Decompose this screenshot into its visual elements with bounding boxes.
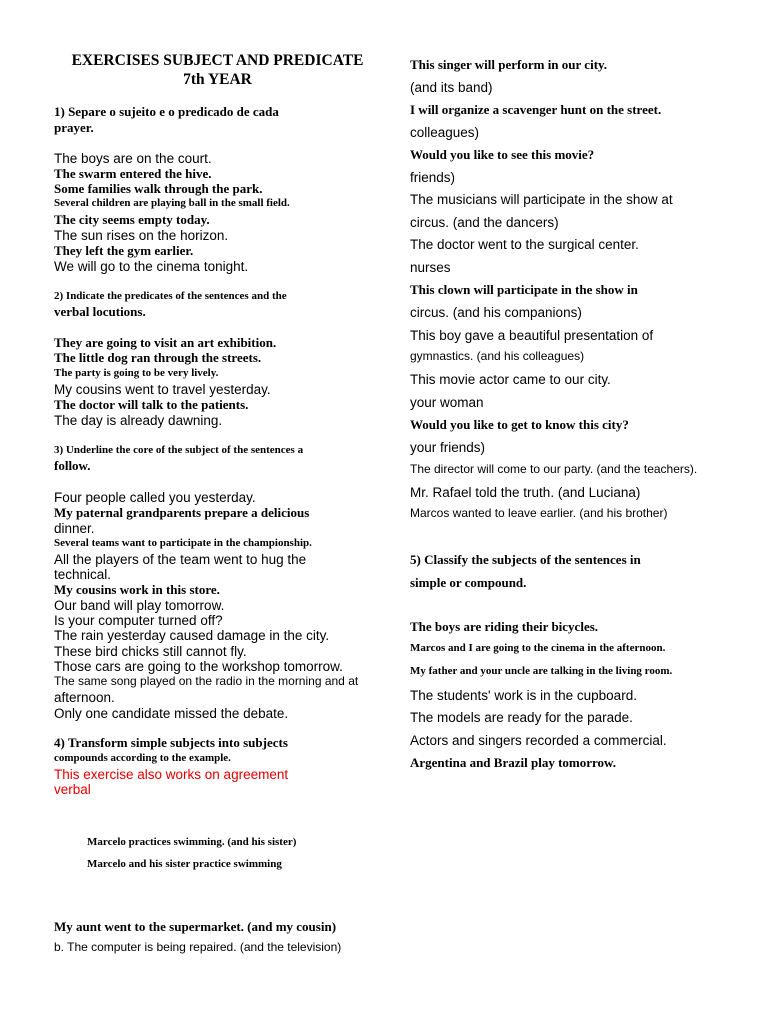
sentence: dinner.: [54, 521, 95, 536]
sentence: Is your computer turned off?: [54, 613, 223, 628]
exercise-1-heading: 1) Separe o sujeito e o predicado de cada: [54, 104, 279, 119]
sentence: Argentina and Brazil play tomorrow.: [410, 755, 616, 770]
sentence: We will go to the cinema tonight.: [54, 259, 249, 274]
sentence: My cousins work in this store.: [54, 582, 220, 597]
exercise-4-heading: 4) Transform simple subjects into subjects: [54, 735, 288, 750]
sentence: circus. (and the dancers): [410, 215, 559, 230]
sentence: (and its band): [410, 80, 493, 95]
sentence: My cousins went to travel yesterday.: [54, 382, 271, 397]
sentence: This singer will perform in our city.: [410, 57, 608, 72]
sentence: The director will come to our party. (and the teachers).: [410, 462, 698, 476]
exercise-5-heading: 5) Classify the subjects of the sentences in: [410, 552, 641, 567]
sentence: gymnastics. (and his colleagues): [410, 349, 585, 363]
sentence: The musicians will participate in the show at: [410, 192, 673, 207]
sentence: Four people called you yesterday.: [54, 490, 256, 505]
sentence: The same song played on the radio in the morning and at: [54, 674, 359, 688]
sentence: The day is already dawning.: [54, 413, 223, 428]
sentence: Actors and singers recorded a commercial.: [410, 733, 667, 748]
exercise-3-heading: follow.: [54, 458, 91, 473]
page-subtitle: 7th YEAR: [183, 71, 252, 88]
exercise-1-heading: prayer.: [54, 120, 94, 135]
page-title: EXERCISES SUBJECT AND PREDICATE: [71, 52, 364, 69]
exercise-2-heading: verbal locutions.: [54, 304, 146, 319]
sentence: Some families walk through the park.: [54, 181, 263, 196]
sentence: This clown will participate in the show in: [410, 282, 638, 297]
sentence: All the players of the team went to hug the: [54, 552, 307, 567]
sentence: Those cars are going to the workshop tomorrow.: [54, 659, 343, 674]
sentence: nurses: [410, 260, 451, 275]
sentence: colleagues): [410, 125, 480, 140]
sentence: The swarm entered the hive.: [54, 166, 212, 181]
sentence: These bird chicks still cannot fly.: [54, 644, 247, 659]
sentence: The city seems empty today.: [54, 212, 210, 227]
sentence: b. The computer is being repaired. (and the television): [54, 940, 342, 954]
sentence: My father and your uncle are talking in the living room.: [410, 665, 673, 677]
sentence: They are going to visit an art exhibition.: [54, 335, 277, 350]
sentence: The students' work is in the cupboard.: [410, 688, 637, 703]
sentence: Would you like to see this movie?: [410, 147, 595, 162]
sentence: Would you like to get to know this city?: [410, 417, 629, 432]
sentence: The doctor will talk to the patients.: [54, 397, 249, 412]
sentence: Marcos wanted to leave earlier. (and his brother): [410, 506, 668, 520]
example-answer: Marcelo and his sister practice swimming: [87, 858, 282, 870]
sentence: your woman: [410, 395, 484, 410]
exercise-4-note: verbal: [54, 782, 91, 797]
sentence: The boys are on the court.: [54, 151, 212, 166]
sentence: The party is going to be very lively.: [54, 367, 219, 379]
sentence: technical.: [54, 567, 112, 582]
sentence: afternoon.: [54, 690, 115, 705]
sentence: friends): [410, 170, 456, 185]
sentence: Several children are playing ball in the small field.: [54, 197, 290, 209]
sentence: They left the gym earlier.: [54, 243, 194, 258]
sentence: your friends): [410, 440, 486, 455]
exercise-4-note: This exercise also works on agreement: [54, 767, 289, 782]
exercise-3-heading: 3) Underline the core of the subject of the sentences a: [54, 444, 304, 456]
sentence: This boy gave a beautiful presentation of: [410, 328, 654, 343]
exercise-2-heading: 2) Indicate the predicates of the sentences and the: [54, 290, 287, 302]
sentence: The doctor went to the surgical center.: [410, 237, 639, 252]
sentence: Several teams want to participate in the championship.: [54, 537, 312, 549]
example-sentence: Marcelo practices swimming. (and his sister): [87, 836, 297, 848]
sentence: The rain yesterday caused damage in the city.: [54, 628, 330, 643]
sentence: I will organize a scavenger hunt on the street.: [410, 102, 662, 117]
sentence: Our band will play tomorrow.: [54, 598, 225, 613]
sentence: Marcos and I are going to the cinema in the afternoon.: [410, 642, 666, 654]
exercise-4-heading: compounds according to the example.: [54, 752, 231, 764]
sentence: Mr. Rafael told the truth. (and Luciana): [410, 485, 641, 500]
sentence: The little dog ran through the streets.: [54, 350, 262, 365]
sentence: circus. (and his companions): [410, 305, 582, 320]
sentence: My aunt went to the supermarket. (and my cousin): [54, 919, 337, 934]
sentence: My paternal grandparents prepare a delicious: [54, 505, 310, 520]
exercise-5-heading: simple or compound.: [410, 575, 527, 590]
sentence: The models are ready for the parade.: [410, 710, 633, 725]
sentence: Only one candidate missed the debate.: [54, 706, 289, 721]
sentence: The boys are riding their bicycles.: [410, 619, 599, 634]
sentence: This movie actor came to our city.: [410, 372, 611, 387]
sentence: The sun rises on the horizon.: [54, 228, 229, 243]
